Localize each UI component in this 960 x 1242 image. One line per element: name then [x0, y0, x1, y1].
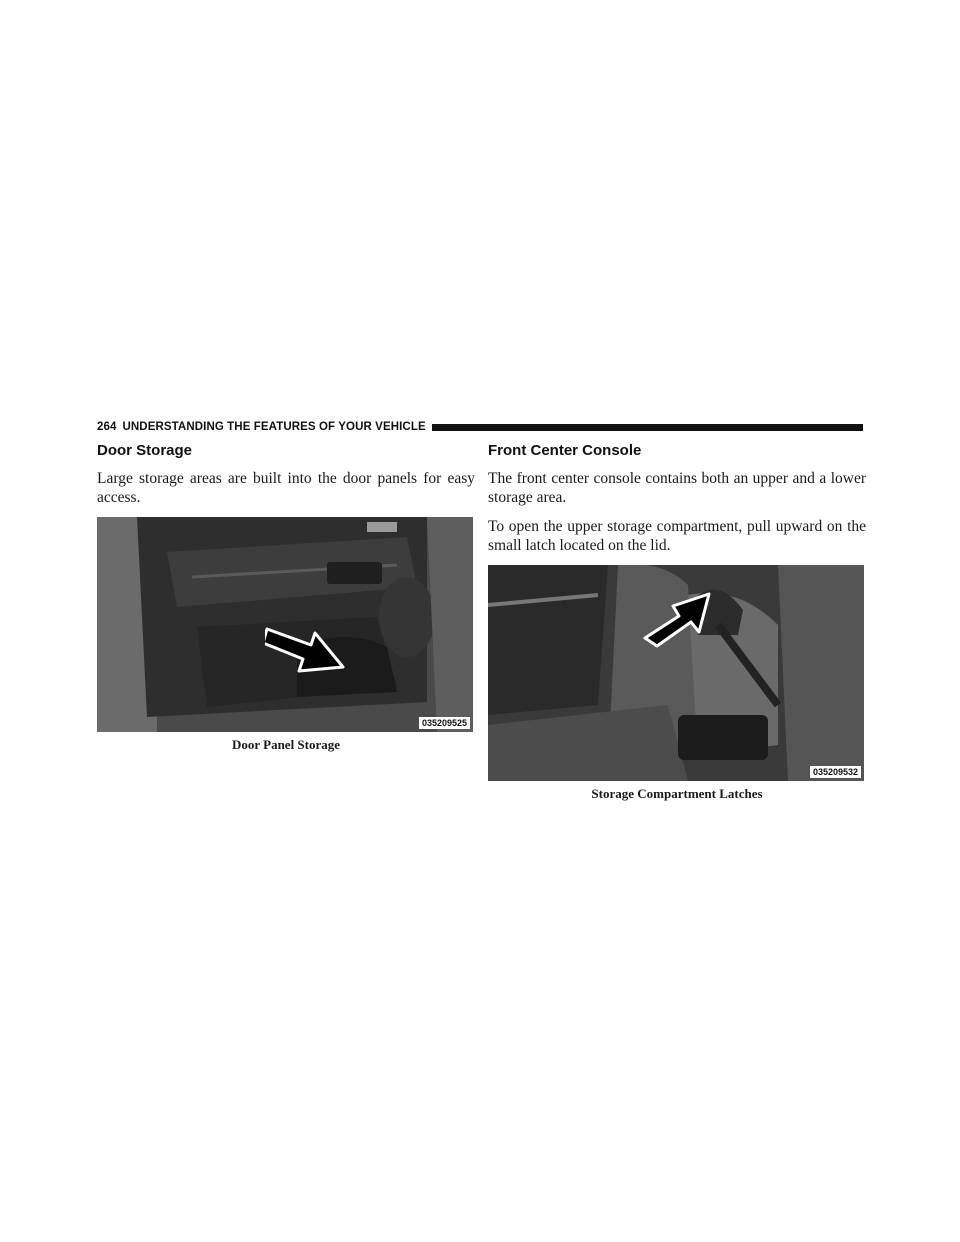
arrow-icon — [643, 590, 713, 650]
door-storage-paragraph: Large storage areas are built into the door panels for easy access. — [97, 470, 475, 506]
figure-code: 035209532 — [810, 766, 861, 778]
page-number: 264 — [97, 421, 117, 433]
front-center-console-heading: Front Center Console — [488, 442, 642, 459]
figure-caption: Door Panel Storage — [231, 737, 341, 752]
console-paragraph-2: To open the upper storage compartment, pull upward on the small latch located on the lid. — [488, 518, 866, 554]
arrow-icon — [265, 615, 345, 675]
right-column — [488, 442, 866, 802]
figure-caption: Storage Compartment Latches — [591, 786, 763, 801]
console-figure — [488, 565, 864, 781]
header-rule — [432, 424, 863, 431]
door-storage-heading: Door Storage — [97, 442, 193, 459]
page-header — [97, 419, 863, 435]
header-text — [97, 421, 426, 433]
console-paragraph-1: The front center console contains both an upper and a lower storage area. — [488, 470, 866, 506]
left-column — [97, 442, 475, 753]
door-panel-figure — [97, 517, 473, 732]
section-title: UNDERSTANDING THE FEATURES OF YOUR VEHICLE — [122, 421, 426, 433]
figure-code: 035209525 — [419, 717, 470, 729]
